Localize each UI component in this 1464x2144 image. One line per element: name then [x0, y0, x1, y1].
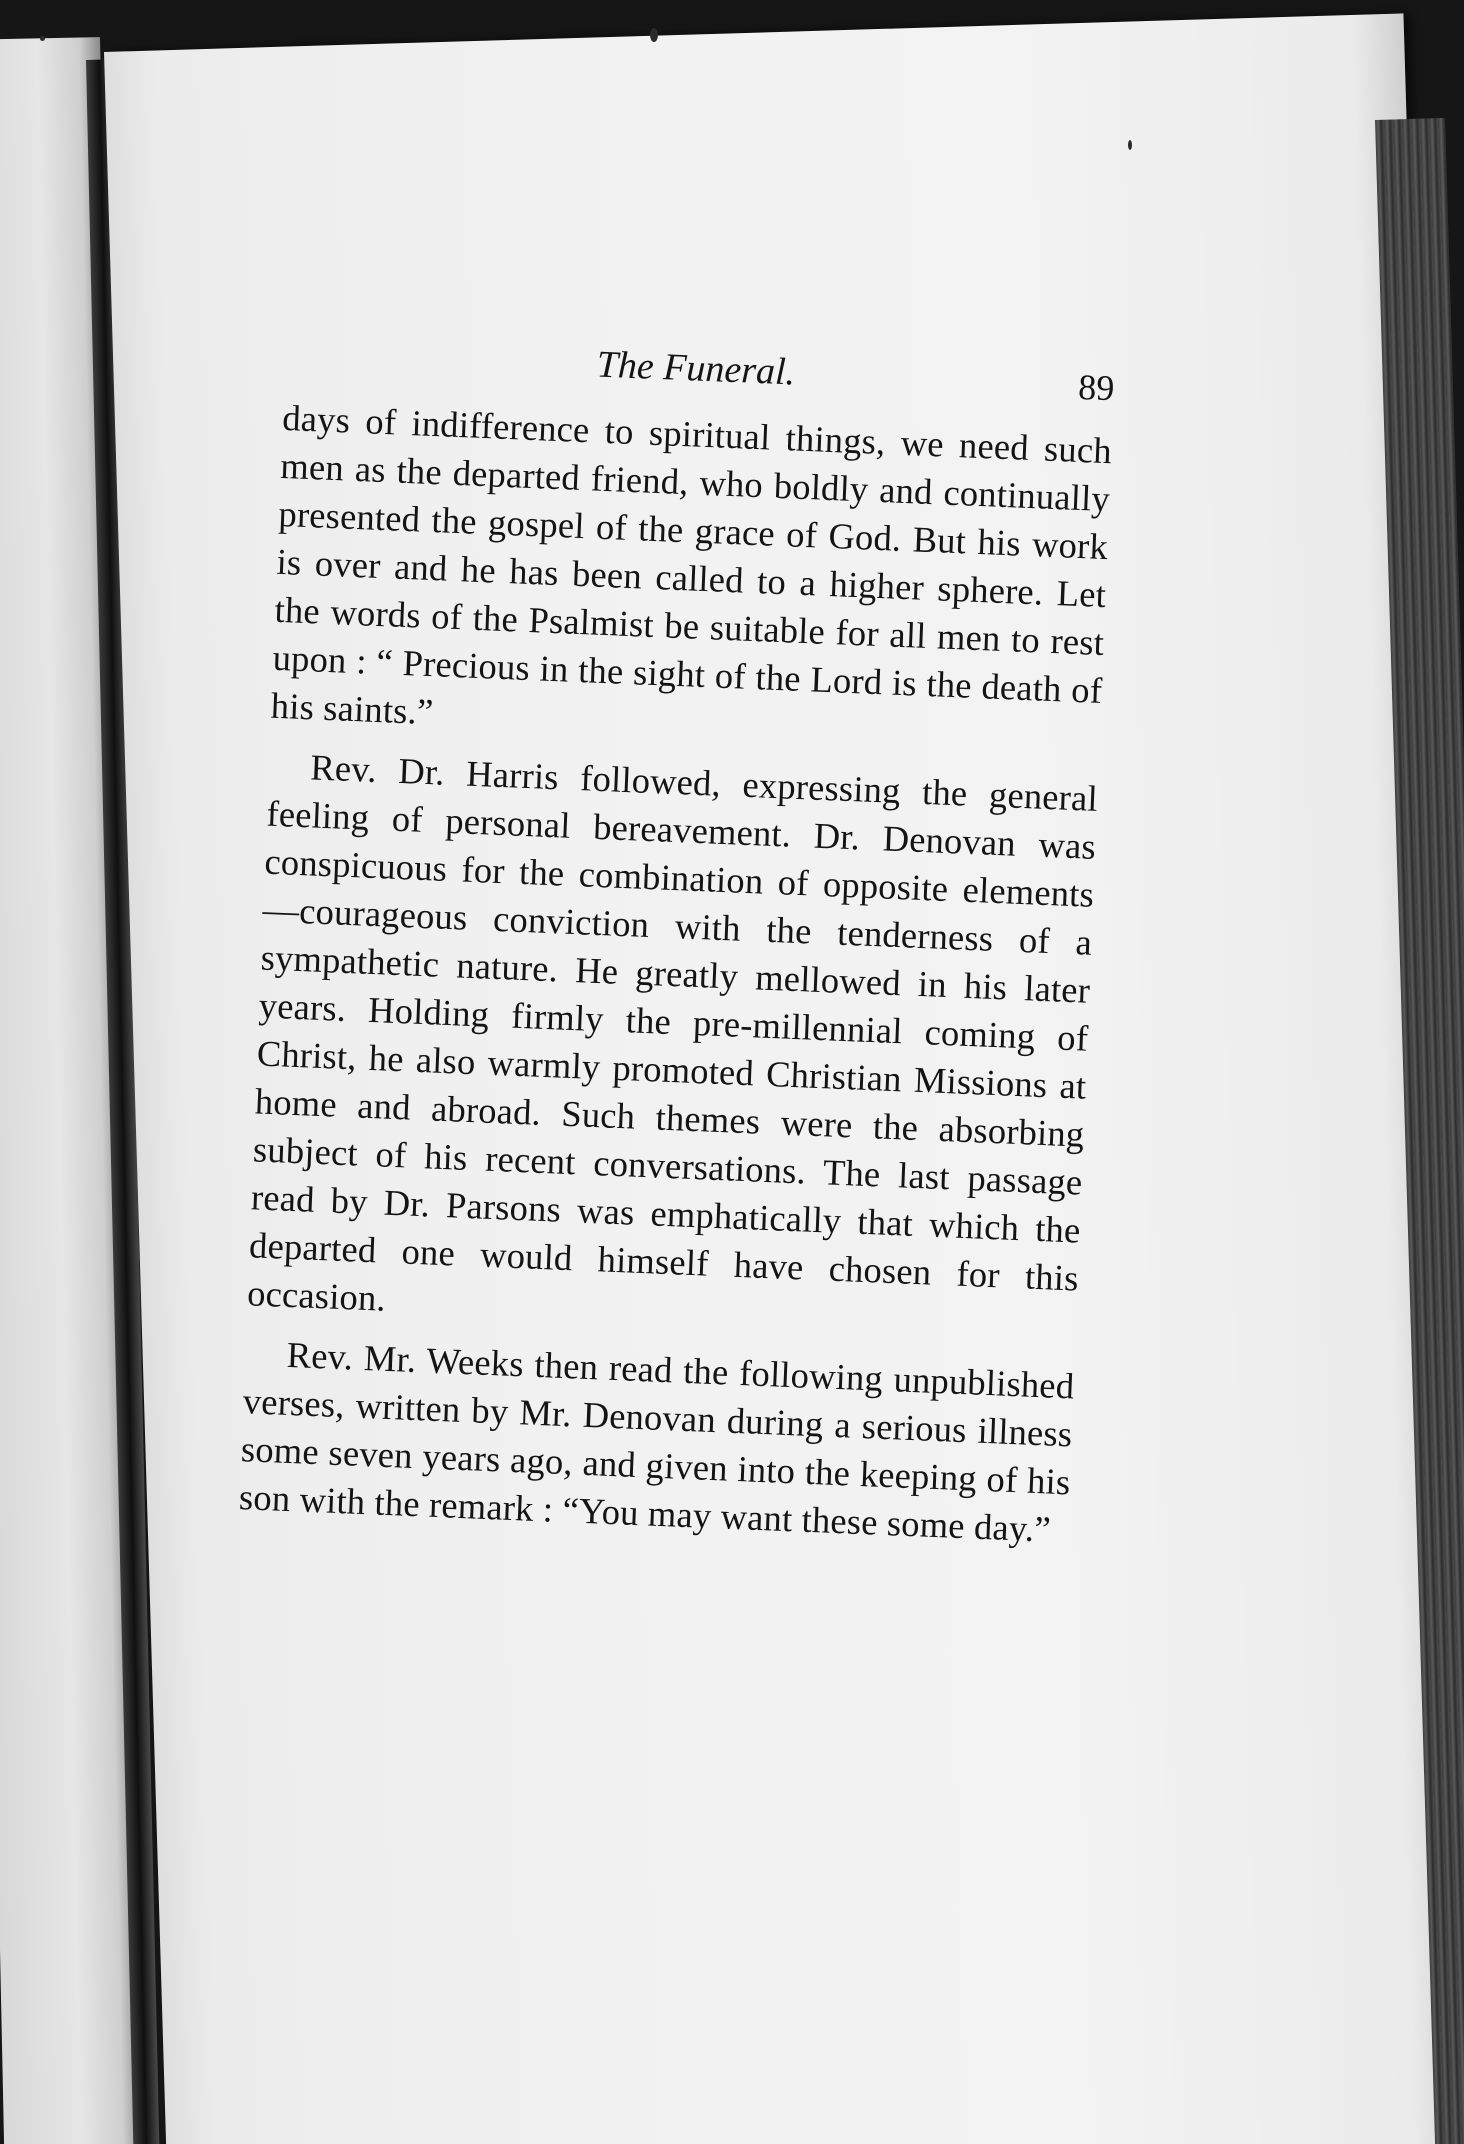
paragraph-continued: days of indifference to spiritual things, we need such men as the departed friend, who boldly and continually presented the gospel of the grace of God. But his work is over and he has been called to a higher sphere. Let the words of the Psalmist be suitable for all men to rest upon : “ Precious in the sight of the Lord is the death of his saints.” [270, 396, 1113, 733]
dust-speck [40, 36, 45, 41]
running-title: The Funeral. [596, 343, 796, 394]
dust-speck [1128, 140, 1132, 150]
paragraph-harris: Rev. Dr. Harris followed, expressing the general feeling of personal bereavement. Dr. Denovan was conspicuous for the combination of opposite elements—courageous conviction with the tenderness of a sympathetic nature. He greatly mellowed in his later years. Holding firmly the pre-millennial coming of Christ, he also warmly promoted Christian Missions at home and abroad. Such themes were the absorbing subject of his recent conversations. The last passage read by Dr. Parsons was emphatically that which the departed one would himself have chosen for this occasion. [246, 746, 1099, 1319]
page-number: 89 [1077, 366, 1116, 409]
page-text-block [238, 330, 1115, 1554]
dust-speck [650, 28, 658, 42]
paragraph-weeks: Rev. Mr. Weeks then read the following unpublished verses, written by Mr. Denovan during a serious illness some seven years ago, and given into the keeping of his son with the remark : “You may want these some day.” [238, 1333, 1076, 1550]
